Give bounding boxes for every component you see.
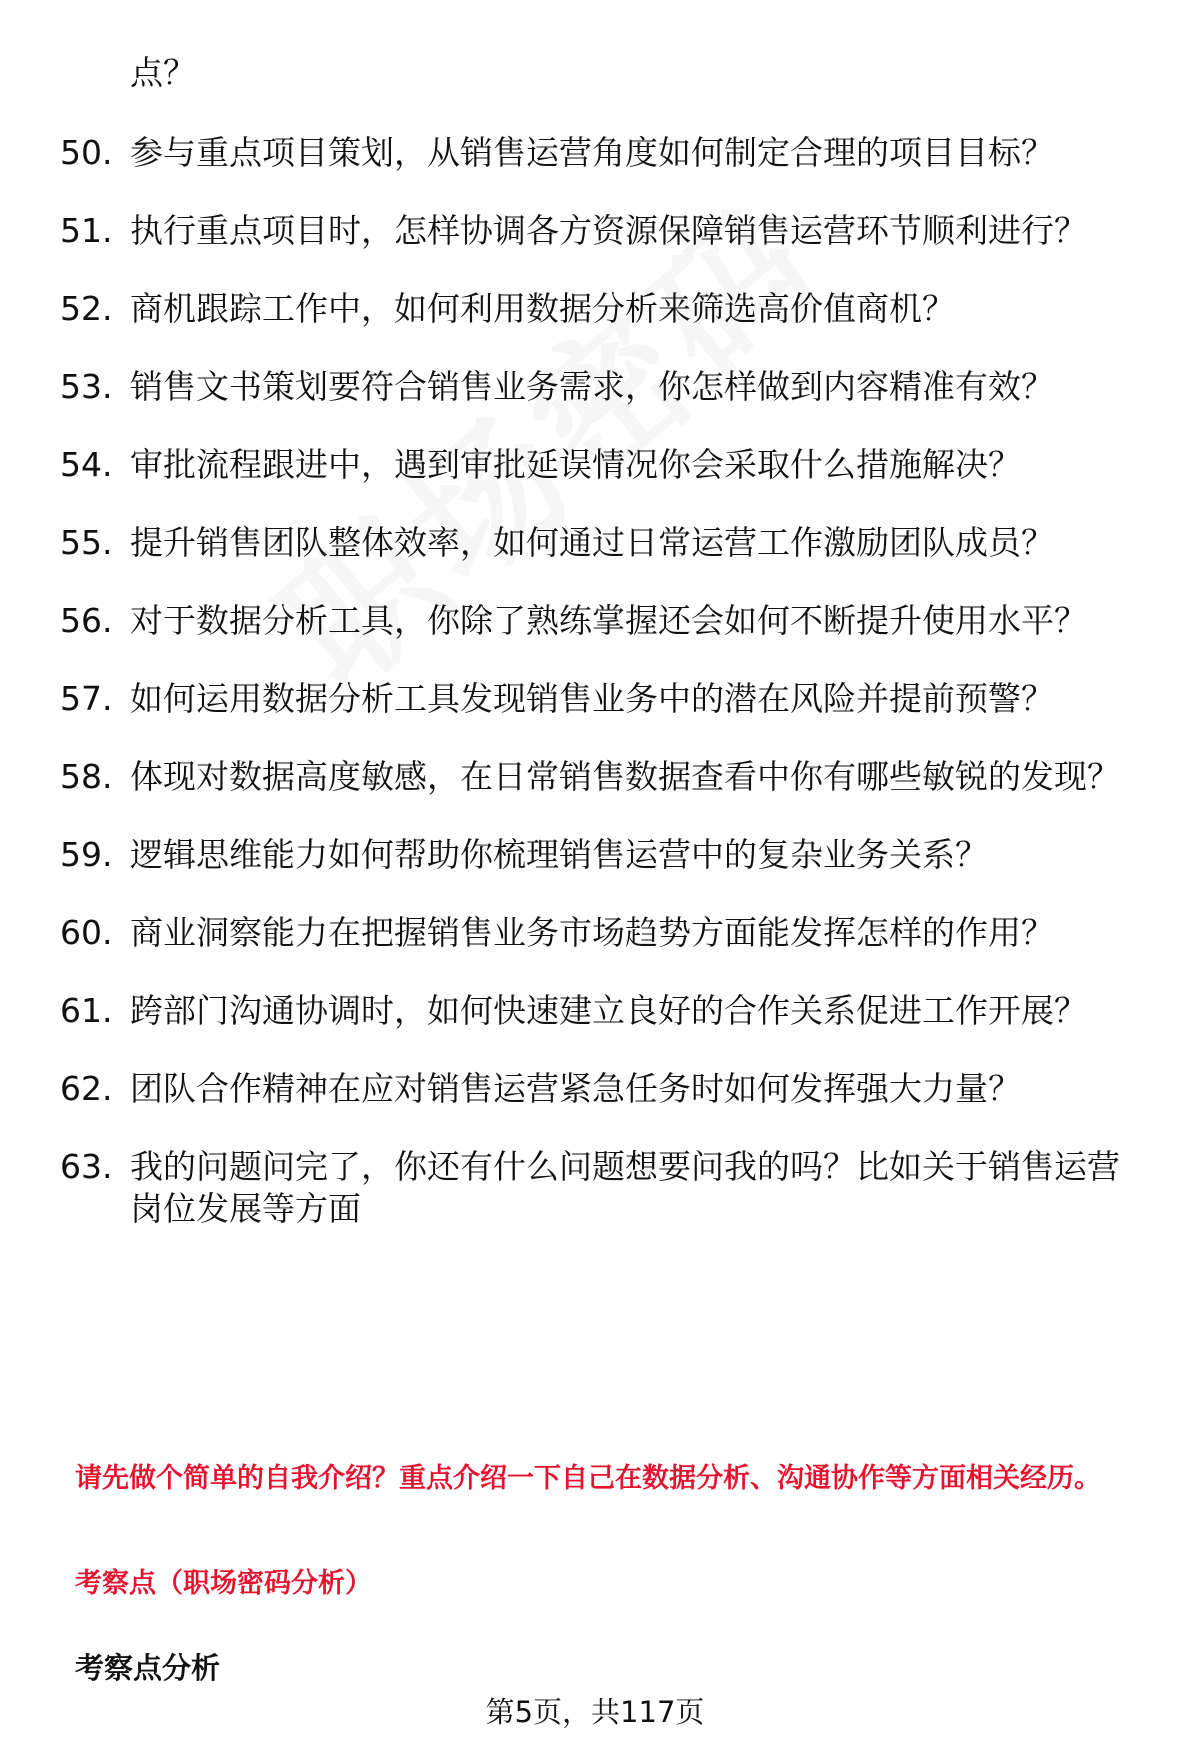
question-list [0,132,1190,1266]
highlight-question: 请先做个简单的自我介绍？重点介绍一下自己在数据分析、沟通协作等方面相关经历。 [75,1463,1101,1494]
question-number: 52. [60,289,113,328]
question-item [0,522,1190,564]
question-text: 商机跟踪工作中，如何利用数据分析来筛选高价值商机？ [130,289,955,328]
section-heading: 考察点分析 [75,1651,221,1685]
question-text: 我的问题问完了，你还有什么问题想要问我的吗？比如关于销售运营岗位发展等方面 [130,1147,1120,1228]
question-item [0,834,1190,876]
question-number: 51. [60,211,113,250]
question-number: 53. [60,367,113,406]
question-item [0,990,1190,1032]
question-text: 参与重点项目策划，从销售运营角度如何制定合理的项目目标？ [130,133,1054,172]
question-item [0,1068,1190,1110]
question-item [0,366,1190,408]
continued-text: 点？ [130,53,196,92]
question-item [0,1146,1190,1230]
question-item [0,912,1190,954]
question-text: 体现对数据高度敏感，在日常销售数据查看中你有哪些敏锐的发现？ [130,757,1120,796]
question-text: 销售文书策划要符合销售业务需求，你怎样做到内容精准有效？ [130,367,1054,406]
question-text: 团队合作精神在应对销售运营紧急任务时如何发挥强大力量？ [130,1069,1021,1108]
question-number: 57. [60,679,113,718]
question-number: 61. [60,991,113,1030]
question-item [0,444,1190,486]
question-number: 59. [60,835,113,874]
question-item [0,210,1190,252]
question-number: 56. [60,601,113,640]
question-text: 跨部门沟通协调时，如何快速建立良好的合作关系促进工作开展？ [130,991,1087,1030]
question-item [0,678,1190,720]
highlight-subtitle: 考察点（职场密码分析） [75,1568,372,1599]
page-footer: 第5页，共117页 [485,1695,705,1729]
question-number: 55. [60,523,113,562]
question-text: 执行重点项目时，怎样协调各方资源保障销售运营环节顺利进行？ [130,211,1087,250]
question-text: 如何运用数据分析工具发现销售业务中的潜在风险并提前预警？ [130,679,1054,718]
question-item [0,288,1190,330]
question-text: 审批流程跟进中，遇到审批延误情况你会采取什么措施解决？ [130,445,1021,484]
question-item [0,756,1190,798]
question-number: 62. [60,1069,113,1108]
question-item [0,600,1190,642]
question-item [0,132,1190,174]
question-number: 60. [60,913,113,952]
question-number: 58. [60,757,113,796]
question-number: 63. [60,1147,113,1186]
question-text: 提升销售团队整体效率，如何通过日常运营工作激励团队成员？ [130,523,1054,562]
question-number: 50. [60,133,113,172]
question-text: 对于数据分析工具，你除了熟练掌握还会如何不断提升使用水平？ [130,601,1087,640]
question-number: 54. [60,445,113,484]
question-text: 商业洞察能力在把握销售业务市场趋势方面能发挥怎样的作用？ [130,913,1054,952]
question-text: 逻辑思维能力如何帮助你梳理销售运营中的复杂业务关系？ [130,835,988,874]
